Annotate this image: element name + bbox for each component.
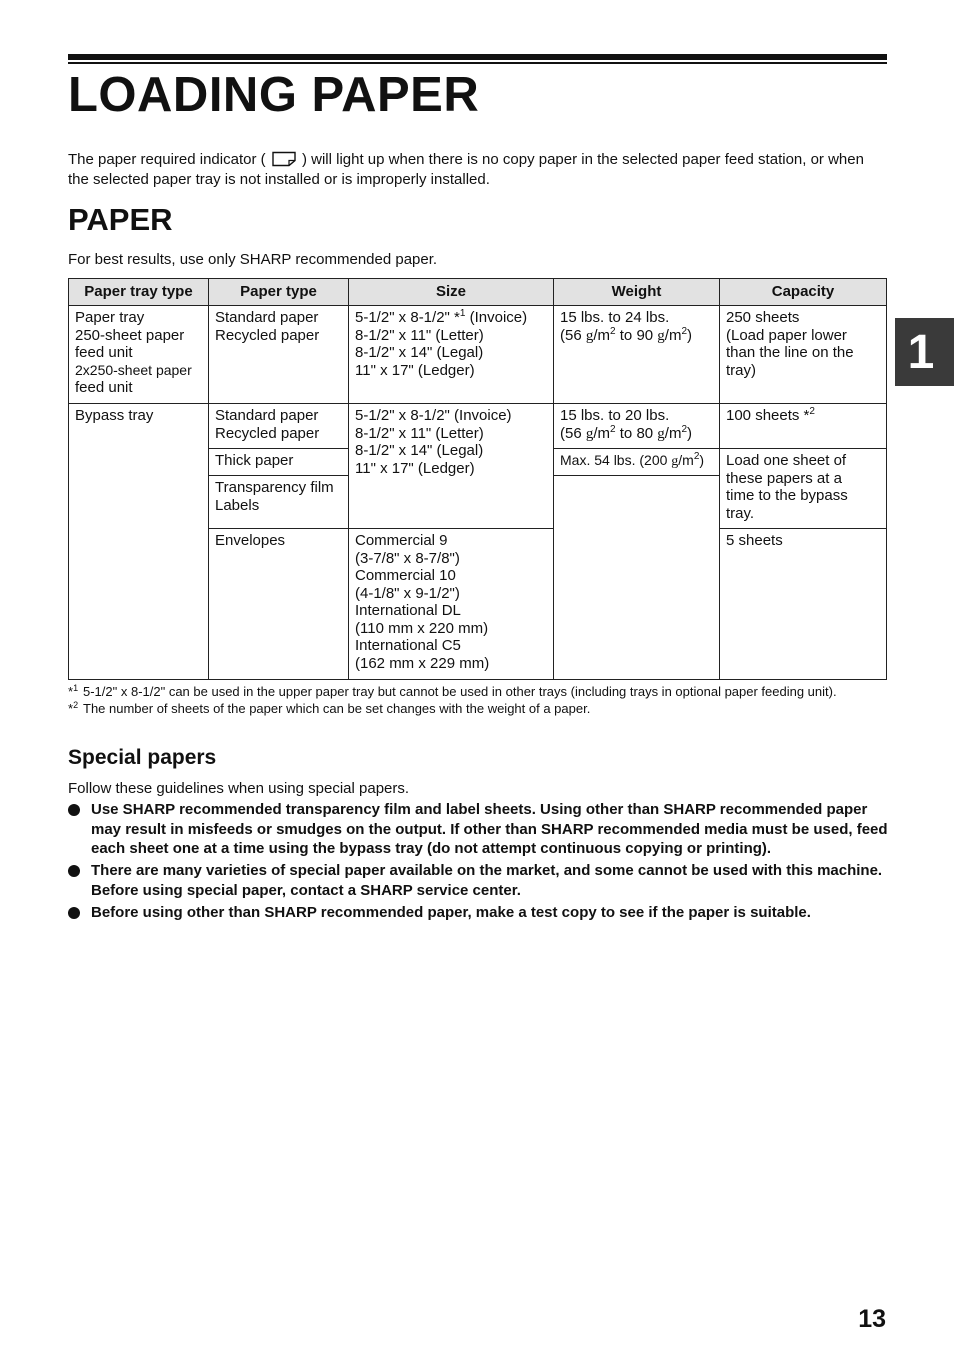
bypass-transparency-type-cell: Transparency film Labels (209, 476, 349, 529)
bypass-size-cell: 5-1/2" x 8-1/2" (Invoice) 8-1/2" x 11" (Letter) 8-1/2" x 14" (Legal) 11" x 17" (Ledger) (349, 404, 554, 529)
list-item: There are many varieties of special paper available on the market, and some cannot be used with this machine. Before using special paper, contact a SHARP service center. (68, 861, 888, 900)
bypass-standard-weight-cell: 15 lbs. to 20 lbs. (56 $g/m^2$ to 80 $g/m^2$) (554, 404, 720, 449)
header-rule-thick (68, 54, 887, 60)
header-size: Size (349, 279, 554, 306)
intro-text-end: ) will light up when there is no copy paper in the selected paper feed station, or when the selected paper tray is not installed or is improperly installed. (68, 151, 864, 188)
header-paper-type: Paper type (209, 279, 349, 306)
special-papers-intro: Follow these guidelines when using special papers. (68, 780, 410, 797)
bypass-envelope-size-cell: Commercial 9 (3-7/8" x 8-7/8") Commercial 10 (4-1/8" x 9-1/2") International DL (110 mm x 220 mm) International C5 (162 mm x 229 mm) (349, 529, 554, 680)
page-title: LOADING PAPER (68, 68, 480, 122)
header-capacity: Capacity (720, 279, 887, 306)
bypass-thick-capacity-cell: Load one sheet of these papers at a time to the bypass tray. (720, 449, 887, 529)
paper-required-indicator-icon (270, 151, 298, 167)
intro-paragraph (68, 150, 888, 189)
bypass-thick-type-cell: Thick paper (209, 449, 349, 476)
table-row (69, 306, 887, 404)
list-item: Before using other than SHARP recommended paper, make a test copy to see if the paper is suitable. (68, 903, 888, 923)
list-item: Use SHARP recommended transparency film and label sheets. Using other than SHARP recommended paper may result in misfeeds or smudges on the output. If other than SHARP recommended media must be used, feed each sheet one at a time using the bypass tray (do not attempt continuous copying or printing). (68, 800, 888, 859)
tray-paper-type-cell: Standard paper Recycled paper (209, 306, 349, 404)
tray-type-cell: Paper tray 250-sheet paper feed unit 2x250-sheet paper feed unit (69, 306, 209, 404)
header-paper-tray-type: Paper tray type (69, 279, 209, 306)
bypass-envelope-type-cell: Envelopes (209, 529, 349, 680)
paper-spec-table (68, 278, 887, 680)
table-header-row (69, 279, 887, 306)
bypass-standard-capacity-cell: 100 sheets *$^2$ (720, 404, 887, 449)
bypass-envelope-capacity-cell: 5 sheets (720, 529, 887, 680)
table-row (69, 404, 887, 449)
chapter-tab: 1 (895, 318, 954, 386)
best-results-note: For best results, use only SHARP recommended paper. (68, 251, 438, 268)
tray-capacity-cell: 250 sheets (Load paper lower than the line on the tray) (720, 306, 887, 404)
table-footnotes (68, 683, 888, 717)
header-rule-thin (68, 62, 887, 64)
bypass-thick-weight-cell: Max. 54 lbs. (200 $g/m^2$) (554, 449, 720, 680)
bullet-icon (68, 907, 80, 919)
section-title: PAPER (68, 202, 173, 237)
bullet-icon (68, 865, 80, 877)
bullet-icon (68, 804, 80, 816)
bypass-type-cell: Bypass tray (69, 404, 209, 680)
footnote-1: *$^1$ 5-1/2" x 8-1/2" can be used in the upper paper tray but cannot be used in other trays (including trays in optional paper feeding unit). (68, 683, 837, 699)
tray-size-cell: 5-1/2" x 8-1/2" *$^1$ (Invoice) 8-1/2" x 11" (Letter) 8-1/2" x 14" (Legal) 11" x 17" (Ledger) (349, 306, 554, 404)
header-weight: Weight (554, 279, 720, 306)
tray-weight-cell: 15 lbs. to 24 lbs. (56 $g/m^2$ to 90 $g/m^2$) (554, 306, 720, 404)
bypass-standard-type-cell: Standard paper Recycled paper (209, 404, 349, 449)
special-papers-list (68, 800, 888, 925)
special-papers-title: Special papers (68, 746, 217, 769)
footnote-2: *$^2$ The number of sheets of the paper which can be set changes with the weight of a paper. (68, 700, 591, 716)
page-number: 13 (858, 1305, 886, 1333)
intro-text-start: The paper required indicator ( (68, 151, 266, 168)
